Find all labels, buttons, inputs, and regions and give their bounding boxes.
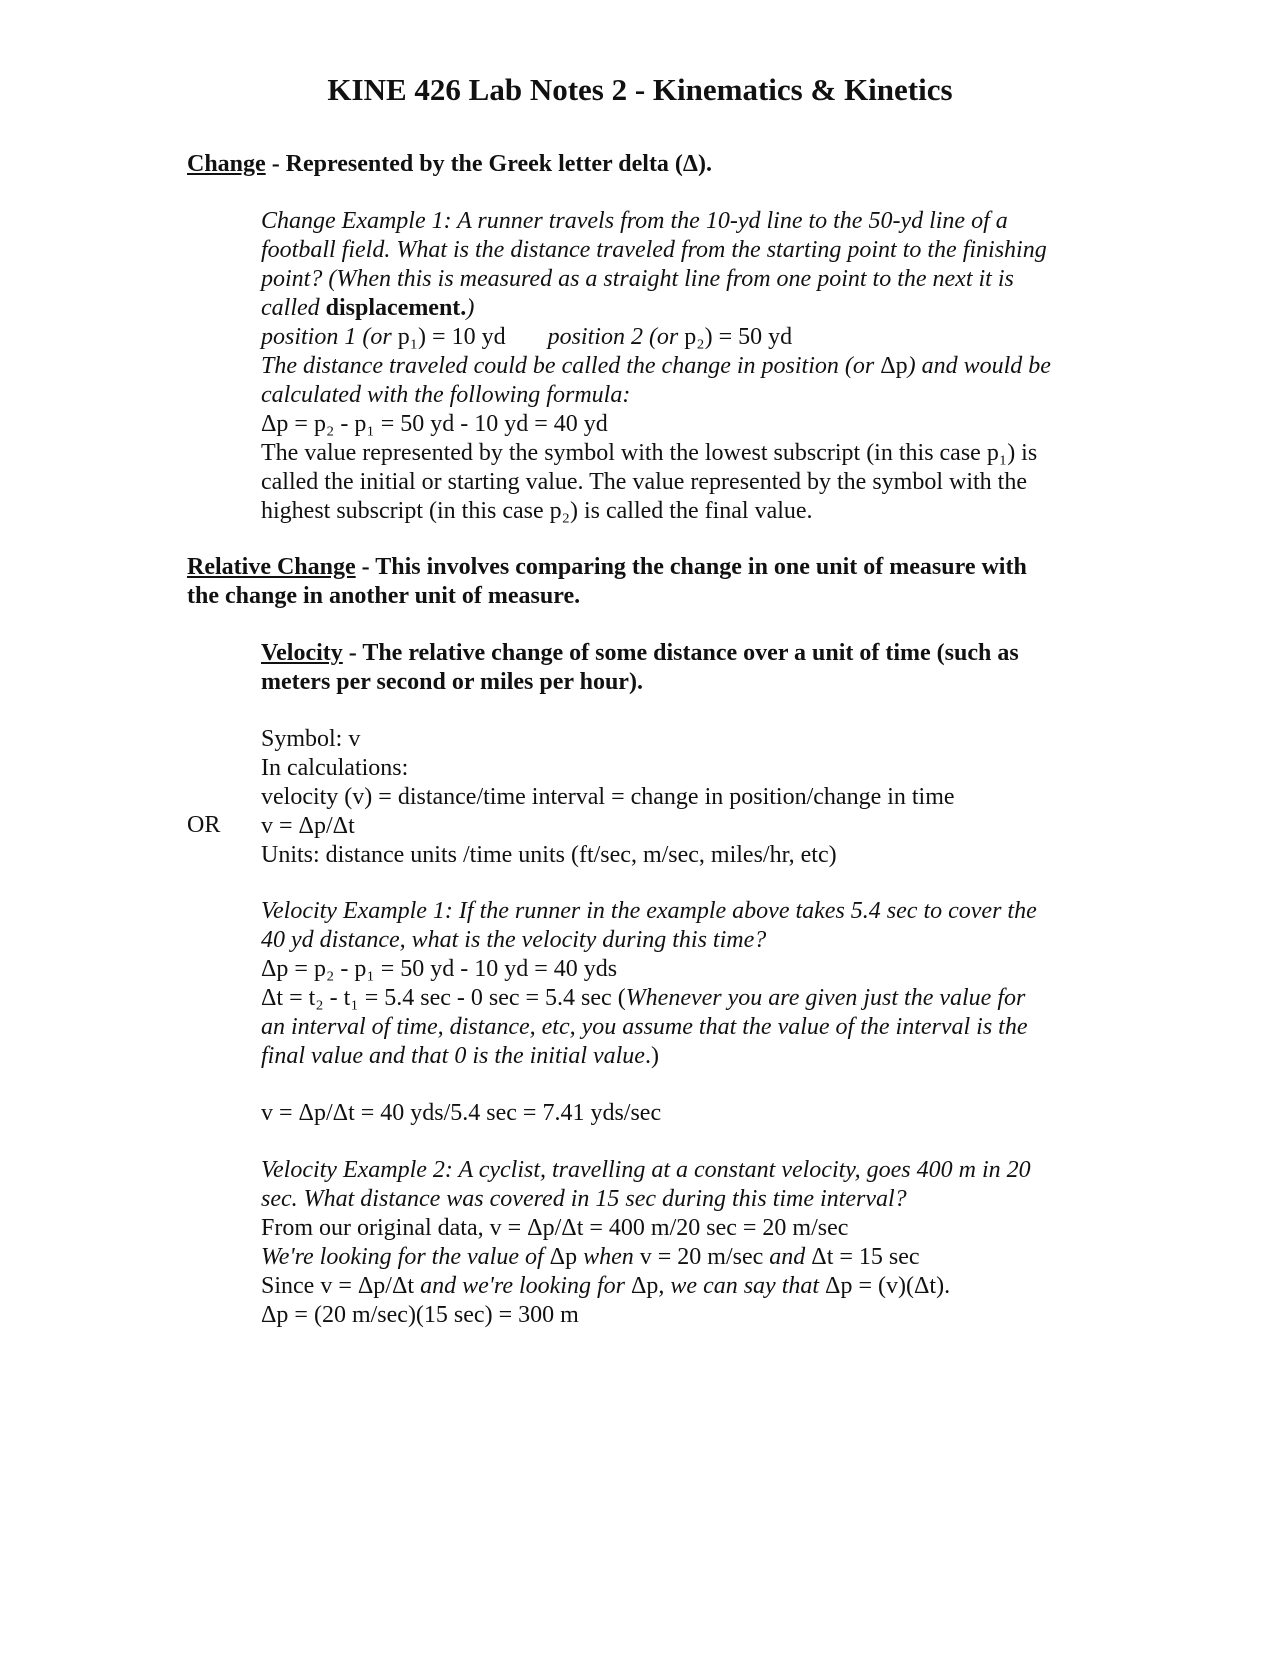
velocity-example2-line (261, 1243, 920, 1272)
text-segment: called (261, 295, 326, 321)
text-segment: when (577, 1244, 640, 1270)
velocity-example1-line (261, 984, 1025, 1013)
velocity-symbol: Symbol: v (261, 726, 361, 752)
text-segment: , we can say that (658, 1273, 826, 1299)
or-label: OR (187, 812, 221, 838)
change-example-line: point? (When this is measured as a straight line from one point to the next it is (261, 266, 1014, 292)
text-segment: and (763, 1244, 812, 1270)
velocity-example1-line: Δp = p₂ - p₁ = 50 yd - 10 yd = 40 yds (261, 956, 618, 982)
text-segment: and we're looking for (414, 1273, 631, 1299)
text-segment: Δp (880, 353, 908, 379)
text-segment: Whenever you are given just the value for (625, 985, 1026, 1011)
position1-label: position 1 (or (261, 324, 398, 350)
velocity-example1-line (261, 1042, 659, 1071)
change-example-line: football field. What is the distance traveled from the starting point to the finishing (261, 237, 1047, 263)
change-example-line (261, 294, 474, 323)
velocity-example2-result: Δp = (20 m/sec)(15 sec) = 300 m (261, 1302, 579, 1328)
change-example-line: Change Example 1: A runner travels from the 10-yd line to the 50-yd line of a (261, 208, 1008, 234)
velocity-example1-result: v = Δp/Δt = 40 yds/5.4 sec = 7.41 yds/sec (261, 1100, 662, 1126)
change-formula: Δp = p₂ - p₁ = 50 yd - 10 yd = 40 yd (261, 411, 608, 437)
velocity-example2-line: sec. What distance was covered in 15 sec during this time interval? (261, 1186, 907, 1212)
text-segment: Δp (549, 1244, 578, 1270)
change-note-line: called the initial or starting value. The value represented by the symbol with the (261, 469, 1027, 495)
text-segment: v = Δp/Δt (320, 1273, 415, 1299)
velocity-example1-line: 40 yd distance, what is the velocity during this time? (261, 927, 767, 953)
text-segment: final value and that 0 is the initial value (261, 1043, 645, 1069)
change-definition: - Represented by the Greek letter delta (Δ). (265, 151, 712, 177)
velocity-calc-label: In calculations: (261, 755, 409, 781)
velocity-units: Units: distance units /time units (ft/sec, m/sec, miles/hr, etc) (261, 842, 837, 868)
text-segment: Δp (630, 1273, 659, 1299)
change-note-line: highest subscript (in this case p₂) is called the final value. (261, 498, 813, 524)
velocity-definition-line: meters per second or miles per hour). (261, 669, 643, 695)
velocity-formula-symbols: v = Δp/Δt (261, 813, 355, 839)
relative-change-term: Relative Change (187, 554, 356, 580)
position1-value: p₁) = 10 yd (397, 324, 506, 350)
velocity-term: Velocity (261, 640, 343, 666)
velocity-example2-line (261, 1272, 950, 1301)
velocity-heading (261, 639, 1019, 668)
position-line (261, 323, 792, 352)
change-example-line: calculated with the following formula: (261, 382, 631, 408)
text-segment: Since (261, 1273, 321, 1299)
velocity-example1-line: Velocity Example 1: If the runner in the example above takes 5.4 sec to cover the (261, 898, 1037, 924)
text-segment: ) (466, 295, 475, 321)
text-segment: Δp = (v)(Δt). (825, 1273, 951, 1299)
velocity-example2-line: Velocity Example 2: A cyclist, travelling at a constant velocity, goes 400 m in 20 (261, 1157, 1031, 1183)
relative-change-heading (187, 553, 1027, 582)
text-segment: v = 20 m/sec (639, 1244, 764, 1270)
text-segment: We're looking for the value of (261, 1244, 550, 1270)
displacement-term: displacement. (325, 295, 467, 321)
position2-label: position 2 (or (547, 324, 685, 350)
velocity-example1-line: an interval of time, distance, etc, you assume that the value of the interval is the (261, 1014, 1028, 1040)
text-segment: Δt = t₂ - t₁ = 5.4 sec - 0 sec = 5.4 sec ( (261, 985, 626, 1011)
relative-change-definition: - This involves comparing the change in one unit of measure with (355, 554, 1027, 580)
velocity-example2-line: From our original data, v = Δp/Δt = 400 m/20 sec = 20 m/sec (261, 1215, 849, 1241)
page-title: KINE 426 Lab Notes 2 - Kinematics & Kinetics (327, 72, 953, 107)
text-segment: .) (644, 1043, 659, 1069)
velocity-definition: - The relative change of some distance over a unit of time (such as (342, 640, 1019, 666)
position2-value: p₂) = 50 yd (684, 324, 793, 350)
relative-change-definition-line: the change in another unit of measure. (187, 583, 581, 609)
text-segment: Δt = 15 sec (811, 1244, 920, 1270)
change-heading (187, 150, 712, 179)
velocity-formula-words: velocity (v) = distance/time interval = change in position/change in time (261, 784, 955, 810)
text-segment: ) and would be (907, 353, 1051, 379)
text-segment: The distance traveled could be called the change in position (or (261, 353, 881, 379)
change-term: Change (187, 151, 266, 177)
change-note-line: The value represented by the symbol with the lowest subscript (in this case p₁) is (261, 440, 1038, 466)
change-example-line (261, 352, 1051, 381)
